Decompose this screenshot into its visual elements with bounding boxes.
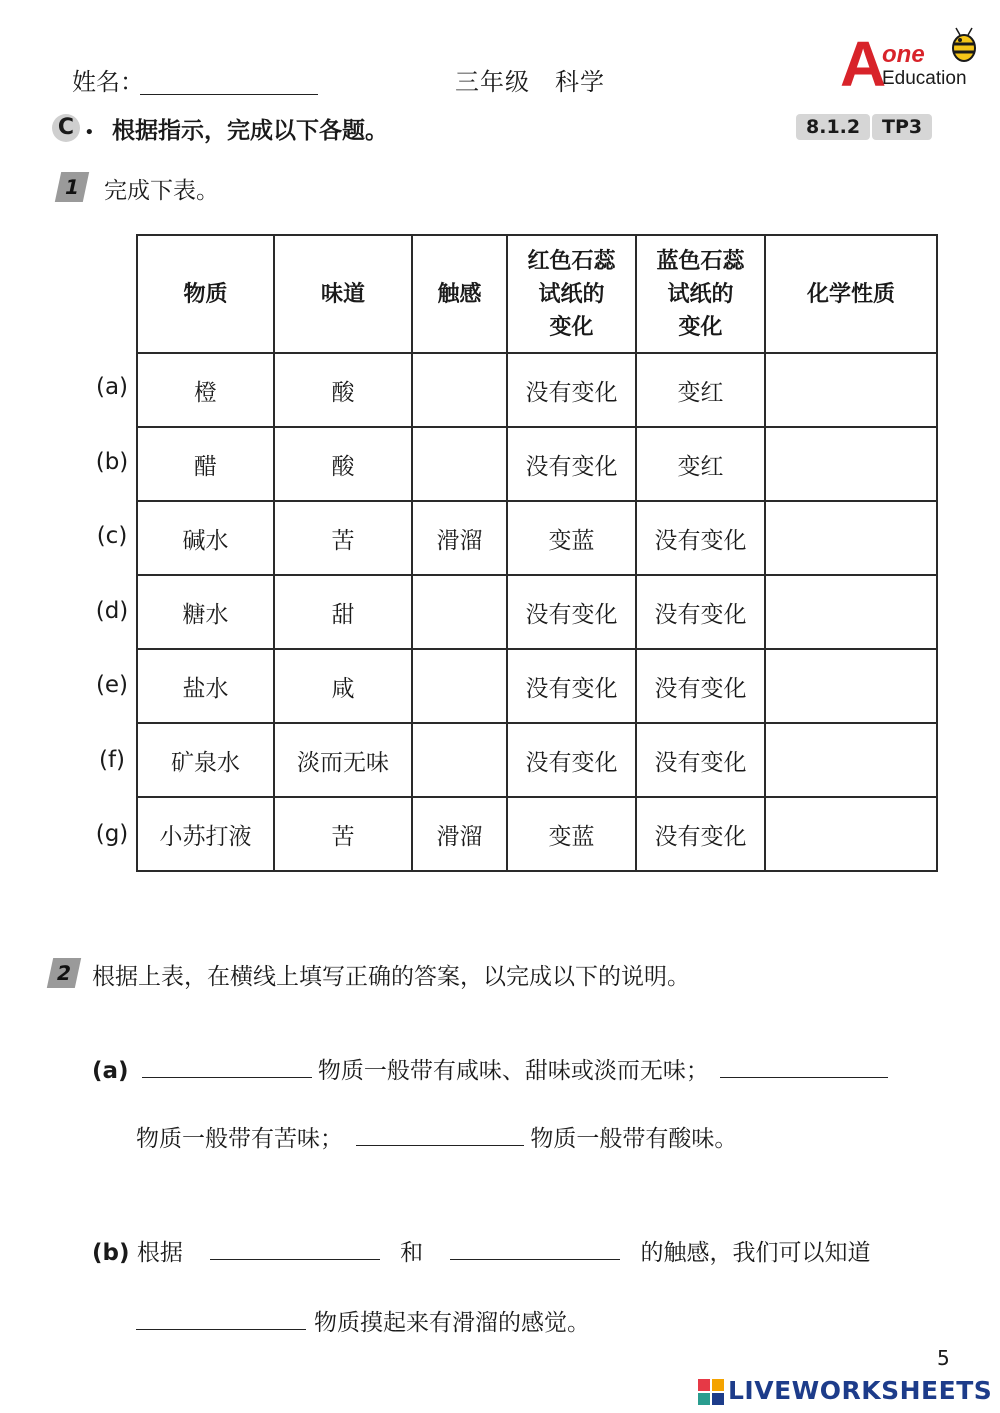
header-red-litmus-line2: 试纸的 <box>538 281 605 307</box>
cell-substance: 矿泉水 <box>137 723 274 797</box>
cell-blue: 没有变化 <box>636 575 765 649</box>
table-header-row <box>137 235 937 353</box>
cell-taste: 咸 <box>274 649 412 723</box>
cell-property[interactable] <box>765 501 937 575</box>
part-b-line-1 <box>92 1234 870 1267</box>
cell-touch: 滑溜 <box>412 501 507 575</box>
cell-taste: 苦 <box>274 501 412 575</box>
liveworksheets-footer <box>698 1376 994 1408</box>
cell-red: 没有变化 <box>507 649 636 723</box>
header-red-litmus <box>507 235 636 353</box>
row-label: (g) <box>95 821 129 847</box>
header-blue-litmus-line1: 蓝色石蕊 <box>656 248 745 274</box>
part-b-blank-2[interactable] <box>450 1237 620 1260</box>
header-touch-text: 触感 <box>437 281 482 307</box>
part-a-line-1 <box>92 1052 888 1085</box>
name-input-line[interactable] <box>140 94 318 95</box>
cell-substance: 糖水 <box>137 575 274 649</box>
row-label: (b) <box>95 448 129 475</box>
section-c-dot: • <box>84 122 95 143</box>
part-b-text-2: 和 <box>400 1240 424 1266</box>
liveworksheets-logo-icon <box>698 1379 724 1405</box>
page-number: 5 <box>937 1346 950 1370</box>
part-b-text-3: 的触感，我们可以知道 <box>640 1240 871 1266</box>
part-a-blank-1[interactable] <box>142 1055 312 1078</box>
section-c-title: 根据指示，完成以下各题。 <box>112 118 388 144</box>
cell-taste: 甜 <box>274 575 412 649</box>
cell-substance: 醋 <box>137 427 274 501</box>
part-b-text-4: 物质摸起来有滑溜的感觉。 <box>314 1310 590 1336</box>
cell-touch[interactable] <box>412 723 507 797</box>
part-b-line-2 <box>136 1304 590 1337</box>
part-a-blank-2[interactable] <box>720 1055 888 1078</box>
header-blue-litmus-line3: 变化 <box>678 314 723 340</box>
cell-substance: 小苏打液 <box>137 797 274 871</box>
part-a-text-3: 物质一般带有酸味。 <box>530 1126 738 1152</box>
name-label: 姓名： <box>72 68 144 96</box>
part-a-text-1: 物质一般带有咸味、甜味或淡而无味； <box>317 1058 709 1084</box>
table-row <box>137 575 937 649</box>
part-b-blank-3[interactable] <box>136 1307 306 1330</box>
row-label: (e) <box>95 672 129 698</box>
header-blue-litmus <box>636 235 765 353</box>
cell-property[interactable] <box>765 353 937 427</box>
cell-substance: 橙 <box>137 353 274 427</box>
logo-letter: A <box>840 28 887 92</box>
header-touch <box>412 235 507 353</box>
cell-blue: 没有变化 <box>636 649 765 723</box>
table-row <box>137 797 937 871</box>
properties-table <box>136 234 938 872</box>
question-1-marker: 1 <box>55 172 89 202</box>
cell-substance: 盐水 <box>137 649 274 723</box>
cell-red: 没有变化 <box>507 575 636 649</box>
header-chemical-property-text: 化学性质 <box>806 281 895 307</box>
cell-substance: 碱水 <box>137 501 274 575</box>
table-row <box>137 649 937 723</box>
cell-touch[interactable] <box>412 353 507 427</box>
part-a-blank-3[interactable] <box>356 1123 524 1146</box>
header-blue-litmus-line2: 试纸的 <box>667 281 734 307</box>
part-b-text-1: 根据 <box>136 1240 183 1266</box>
cell-taste: 淡而无味 <box>274 723 412 797</box>
row-label: (f) <box>98 746 126 773</box>
question-2-instruction: 根据上表，在横线上填写正确的答案，以完成以下的说明。 <box>92 964 690 990</box>
question-1-instruction: 完成下表。 <box>104 178 219 204</box>
table-row <box>137 353 937 427</box>
part-b-label: (b) <box>92 1240 130 1266</box>
part-a-line-2 <box>136 1120 737 1153</box>
liveworksheets-brand: LIVEWORKSHEETS <box>728 1376 993 1405</box>
cell-touch: 滑溜 <box>412 797 507 871</box>
header-taste-text: 味道 <box>320 281 365 307</box>
cell-touch[interactable] <box>412 575 507 649</box>
cell-red: 变蓝 <box>507 797 636 871</box>
row-label: (d) <box>95 597 129 624</box>
cell-red: 没有变化 <box>507 353 636 427</box>
table-row <box>137 501 937 575</box>
cell-taste: 苦 <box>274 797 412 871</box>
table-row <box>137 723 937 797</box>
header-substance <box>137 235 274 353</box>
cell-touch[interactable] <box>412 427 507 501</box>
logo-word-one: one <box>882 41 925 68</box>
header-red-litmus-line3: 变化 <box>549 314 594 340</box>
cell-property[interactable] <box>765 723 937 797</box>
cell-red: 变蓝 <box>507 501 636 575</box>
cell-property[interactable] <box>765 649 937 723</box>
cell-blue: 变红 <box>636 427 765 501</box>
part-b-blank-1[interactable] <box>210 1237 380 1260</box>
cell-taste: 酸 <box>274 427 412 501</box>
cell-blue: 没有变化 <box>636 723 765 797</box>
row-label: (a) <box>95 374 129 400</box>
cell-property[interactable] <box>765 427 937 501</box>
header-red-litmus-line1: 红色石蕊 <box>527 248 616 274</box>
question-2-marker: 2 <box>47 958 81 988</box>
cell-red: 没有变化 <box>507 427 636 501</box>
tag-tp: TP3 <box>872 114 932 140</box>
cell-red: 没有变化 <box>507 723 636 797</box>
header-chemical-property <box>765 235 937 353</box>
bee-icon <box>953 28 975 61</box>
a-one-education-logo <box>838 26 983 92</box>
cell-blue: 没有变化 <box>636 797 765 871</box>
tag-standard: 8.1.2 <box>796 114 870 140</box>
cell-property[interactable] <box>765 575 937 649</box>
part-a-text-2: 物质一般带有苦味； <box>136 1126 343 1152</box>
logo-word-education: Education <box>882 68 967 89</box>
header-taste <box>274 235 412 353</box>
row-label: (c) <box>96 523 128 549</box>
cell-blue: 变红 <box>636 353 765 427</box>
grade-subject: 三年级 科学 <box>455 68 605 96</box>
table-row <box>137 427 937 501</box>
cell-taste: 酸 <box>274 353 412 427</box>
cell-blue: 没有变化 <box>636 501 765 575</box>
cell-touch[interactable] <box>412 649 507 723</box>
section-c-badge: C <box>52 114 80 142</box>
part-a-label: (a) <box>92 1058 129 1084</box>
cell-property[interactable] <box>765 797 937 871</box>
header-substance-text: 物质 <box>183 281 228 307</box>
